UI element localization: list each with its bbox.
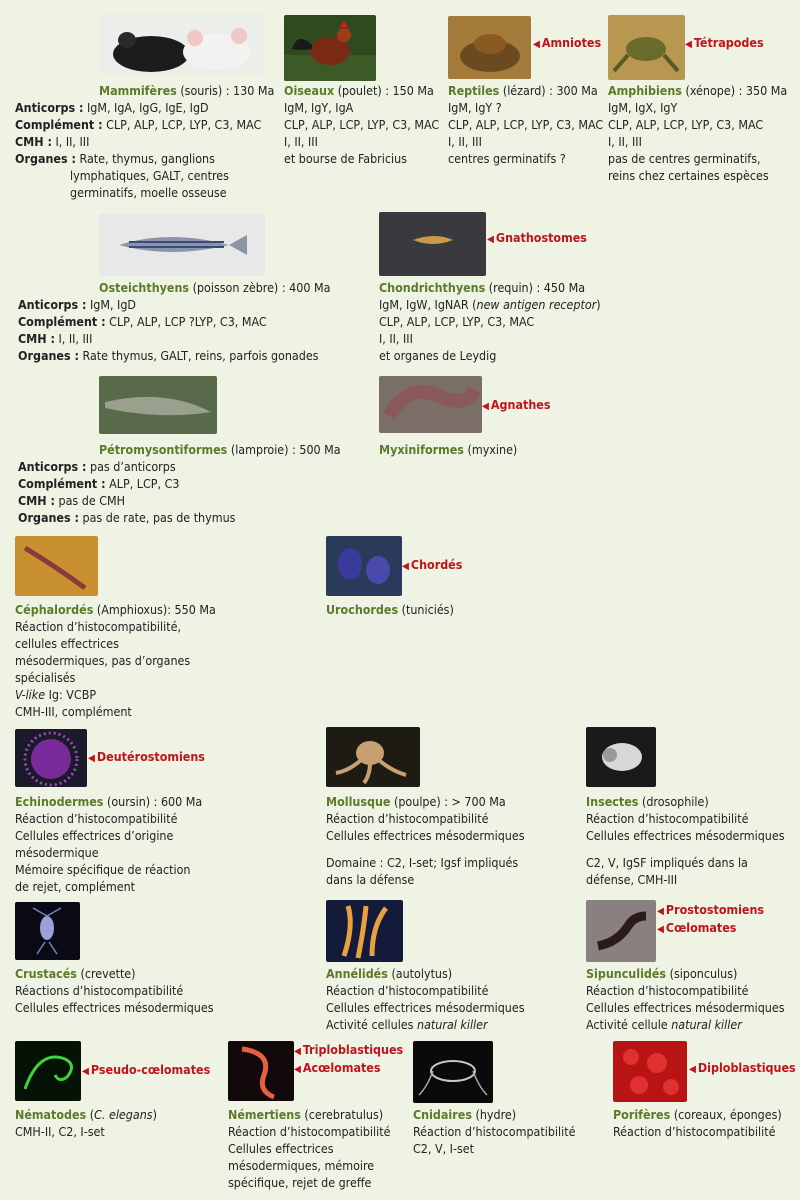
- echino-info: Echinodermes (oursin) : 600 Ma Réaction d’histocompatibilité Cellules effectrices d’origine mésodermique Mémoire spécifique de réaction de rejet, complément: [15, 794, 203, 894]
- nemertean-photo: [228, 1041, 294, 1101]
- tag-diploblastiques: ◀ Diploblastiques: [689, 1059, 796, 1078]
- cnid-info: Cnidaires (hydre) Réaction d’histocompatibilité C2, V, I-set: [413, 1107, 576, 1156]
- tag-acoelomates: ◀ Acœlomates: [294, 1059, 381, 1078]
- cephalo-info: Céphalordés (Amphioxus): 550 Ma Réaction d’histocompatibilité, cellules effectrices mésodermiques, pas d’organes spécialisés V-like Ig: VCBP CMH-III, complément: [15, 602, 216, 719]
- reptiles-info: Reptiles (lézard) : 300 Ma IgM, IgY ? CLP, ALP, LCP, LYP, C3, MAC I, II, III centres germinatifs ?: [448, 83, 604, 166]
- porif-info: Porifères (coreaux, éponges) Réaction d’histocompatibilité: [613, 1107, 782, 1139]
- sponge-photo: [613, 1041, 687, 1102]
- rooster-photo: [284, 15, 376, 81]
- tag-amniotes: ◀ Amniotes: [533, 34, 601, 53]
- tag-triploblastiques: ◀ Triploblastiques: [294, 1041, 403, 1060]
- nematode-photo: [15, 1041, 81, 1101]
- birds-info: Oiseaux (poulet) : 150 Ma IgM, IgY, IgA CLP, ALP, LCP, LYP, C3, MAC I, II, III et bourse de Fabricius: [284, 83, 440, 166]
- osteich-title: Osteichthyens (poisson zèbre) : 400 Ma: [99, 280, 331, 295]
- nemert-info: Némertiens (cerebratulus) Réaction d’histocompatibilité Cellules effectrices mésodermiques, mémoire spécifique, rejet de greffe: [228, 1107, 391, 1190]
- nemat-info: Nématodes (C. elegans) CMH-II, C2, I-set: [15, 1107, 157, 1139]
- tag-agnathes: ◀ Agnathes: [482, 396, 550, 415]
- tag-chordes: ◀ Chordés: [402, 556, 462, 575]
- uro-title: Urochordes (tuniciés): [326, 602, 454, 617]
- myxi-title: Myxiniformes (myxine): [379, 442, 518, 457]
- tag-tetrapodes: ◀ Tétrapodes: [685, 34, 764, 53]
- amphioxus-photo: [15, 536, 98, 596]
- mouse-photo: [99, 14, 265, 74]
- tag-gnathostomes: ◀ Gnathostomes: [487, 229, 587, 248]
- insects-info: Insectes (drosophile) Réaction d’histocompatibilité Cellules effectrices mésodermiques C2, V, IgSF impliqués dans la défense, CMH-III: [586, 794, 785, 887]
- amphibians-info: Amphibiens (xénope) : 350 Ma IgM, IgX, IgY CLP, ALP, LCP, LYP, C3, MAC I, II, III pas de centres germinatifs, reins chez certaines espèces: [608, 83, 788, 183]
- shrimp-photo: [15, 902, 80, 960]
- mollusc-info: Mollusque (poulpe) : > 700 Ma Réaction d’histocompatibilité Cellules effectrices mésodermiques Domaine : C2, I-set; Igsf impliqués dans la défense: [326, 794, 525, 887]
- urchin-photo: [15, 729, 87, 787]
- mammals-info: Anticorps : IgM, IgA, IgG, IgE, IgD Complément : CLP, ALP, LCP, LYP, C3, MAC CMH : I, II, III Organes : Rate, thymus, ganglions lymphatiques, GALT, centres germinatifs, moelle osseuse: [15, 100, 262, 200]
- sipunculus-photo: [586, 900, 656, 962]
- hagfish-photo: [379, 376, 482, 433]
- tag-coelomates: ◀ Cœlomates: [657, 919, 736, 938]
- sipun-info: Sipunculidés (siponculus) Réaction d’histocompatibilité Cellules effectrices mésodermiques Activité cellule natural killer: [586, 966, 785, 1032]
- octopus-photo: [326, 727, 420, 787]
- tunicate-photo: [326, 536, 402, 596]
- drosophila-photo: [586, 727, 656, 787]
- autolytus-photo: [326, 900, 403, 962]
- lizard-photo: [448, 16, 531, 79]
- lamprey-photo: [99, 376, 217, 434]
- petro-info: Anticorps : pas d’anticorps Complément : ALP, LCP, C3 CMH : pas de CMH Organes : pas de rate, pas de thymus: [18, 459, 236, 525]
- petro-title: Pétromysontiformes (lamproie) : 500 Ma: [99, 442, 341, 457]
- tag-prostostomiens: ◀ Prostostomiens: [657, 901, 764, 920]
- crust-info: Crustacés (crevette) Réactions d’histocompatibilité Cellules effectrices mésodermiques: [15, 966, 214, 1015]
- mammals-title: Mammifères (souris) : 130 Ma: [99, 83, 275, 98]
- annel-info: Annélidés (autolytus) Réaction d’histocompatibilité Cellules effectrices mésodermiques Activité cellules natural killer: [326, 966, 525, 1032]
- tag-deuterostomiens: ◀ Deutérostomiens: [88, 748, 205, 767]
- xenopus-photo: [608, 15, 685, 80]
- hydra-photo: [413, 1041, 493, 1103]
- tag-pseudo-coelomates: ◀ Pseudo-cœlomates: [82, 1061, 210, 1080]
- chondr-info: Chondrichthyens (requin) : 450 Ma IgM, IgW, IgNAR (new antigen receptor) CLP, ALP, LCP, LYP, C3, MAC I, II, III et organes de Leydig: [379, 280, 601, 363]
- shark-photo: [379, 212, 486, 276]
- zebrafish-photo: [99, 214, 265, 276]
- osteich-info: Anticorps : IgM, IgD Complément : CLP, ALP, LCP ?LYP, C3, MAC CMH : I, II, III Organes : Rate thymus, GALT, reins, parfois gonades: [18, 297, 319, 363]
